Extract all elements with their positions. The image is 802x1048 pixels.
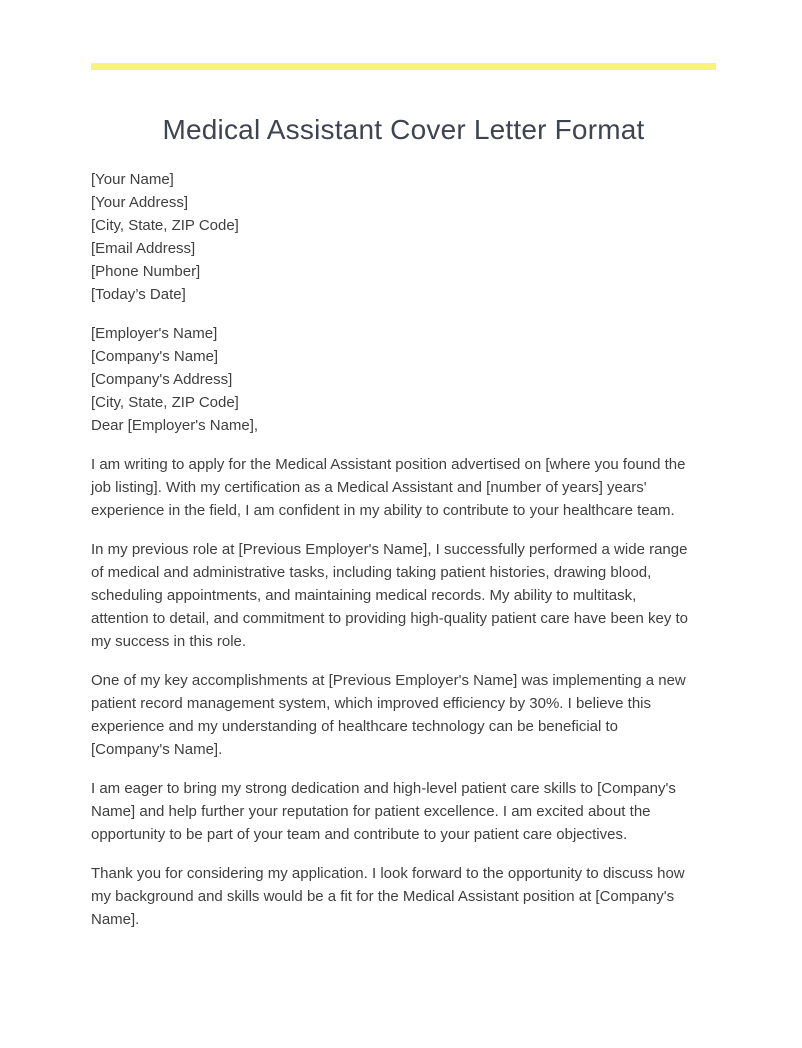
paragraph-accomplishments: One of my key accomplishments at [Previous Employer's Name] was implementing a new patient record management system, which improved efficiency by 30%. I believe this experience and my understanding of healthcare technology can be beneficial to [Company's Name]. <box>91 672 686 758</box>
paragraph-previous-role: In my previous role at [Previous Employer's Name], I successfully performed a wide range of medical and administrative tasks, including taking patient histories, drawing blood, scheduling appointments, and maintaining medical records. My ability to multitask, attention to detail, and commitment to providing high-quality patient care have been key to my success in this role. <box>91 541 689 650</box>
paragraph-intro: I am writing to apply for the Medical Assistant position advertised on [where you found the job listing]. With my certification as a Medical Assistant and [number of years] years' experience in the field, I am confident in my ability to contribute to your healthcare team. <box>91 456 686 519</box>
page-title: Medical Assistant Cover Letter Format <box>162 114 645 145</box>
recipient-line: [Company's Name] <box>91 348 219 365</box>
sender-block <box>91 168 691 306</box>
sender-line: [Phone Number] <box>91 263 201 280</box>
salutation-line: Dear [Employer's Name], <box>91 417 259 434</box>
recipient-line: [City, State, ZIP Code] <box>91 394 239 411</box>
recipient-line: [Company's Address] <box>91 371 233 388</box>
recipient-block <box>91 322 691 437</box>
sender-line: [Your Name] <box>91 171 174 188</box>
paragraph-dedication: I am eager to bring my strong dedication and high-level patient care skills to [Company's Name] and help further your reputation for patient excellence. I am excited about the opportunity to be part of your team and contribute to your patient care objectives. <box>91 780 676 843</box>
sender-line: [City, State, ZIP Code] <box>91 217 239 234</box>
sender-line: [Email Address] <box>91 240 196 257</box>
sender-line: [Your Address] <box>91 194 189 211</box>
sender-line: [Today’s Date] <box>91 286 186 303</box>
recipient-line: [Employer's Name] <box>91 325 218 342</box>
content-column <box>91 63 716 931</box>
accent-bar <box>91 63 716 70</box>
paragraph-thank-you: Thank you for considering my application. I look forward to the opportunity to discuss how my background and skills would be a fit for the Medical Assistant position at [Company's Name]. <box>91 865 685 928</box>
letter-body <box>91 168 691 931</box>
